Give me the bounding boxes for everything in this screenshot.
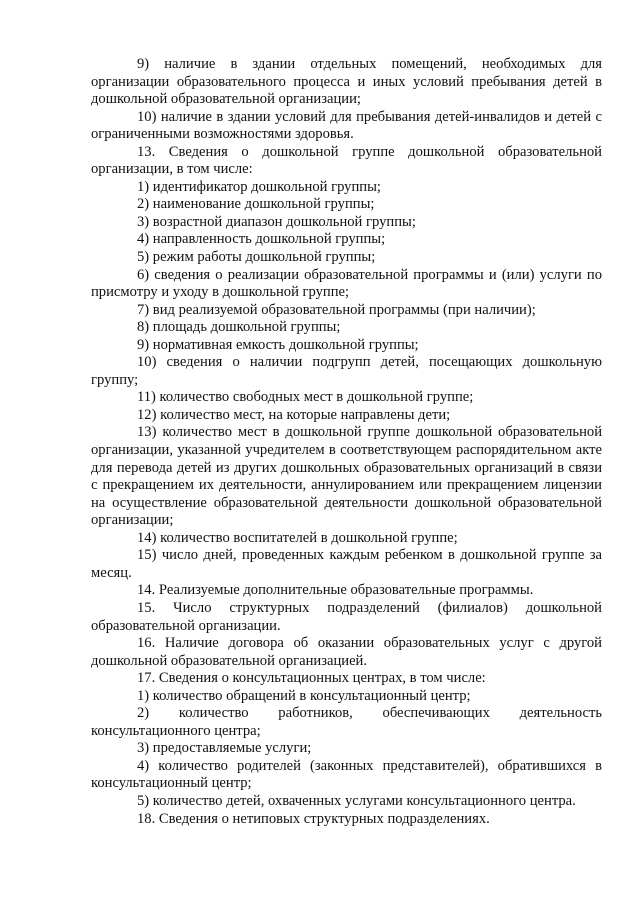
paragraph-item-10: 10) наличие в здании условий для пребывания детей-инвалидов и детей с ограниченными возможностями здоровья.: [91, 108, 602, 143]
list-item-5: 5) режим работы дошкольной группы;: [137, 249, 376, 266]
list-item-8: 8) площадь дошкольной группы;: [137, 319, 341, 336]
section-16-heading: 16. Наличие договора об оказании образовательных услуг с другой дошкольной образовательной организацией.: [91, 635, 602, 669]
section-13-heading: 13. Сведения о дошкольной группе дошкольной образовательной организации, в том числе:: [91, 143, 602, 178]
list-item-1: 1) идентификатор дошкольной группы;: [137, 178, 381, 195]
document-page: [91, 56, 602, 828]
list-item-14: 14) количество воспитателей в дошкольной группе;: [137, 529, 458, 546]
list-item-3: 3) возрастной диапазон дошкольной группы;: [137, 213, 416, 230]
list-item-2: 2) количество работников, обеспечивающих деятельность консультационного центра;: [91, 705, 602, 739]
list-item-1: 1) количество обращений в консультационный центр;: [137, 687, 471, 704]
list-item-9: 9) нормативная емкость дошкольной группы;: [137, 336, 419, 353]
list-item-5: 5) количество детей, охваченных услугами консультационного центра.: [137, 792, 576, 809]
list-item-10: 10) сведения о наличии подгрупп детей, посещающих дошкольную группу;: [91, 354, 602, 388]
list-item-15: 15) число дней, проведенных каждым ребенком в дошкольной группе за месяц.: [91, 547, 602, 581]
list-item-4: 4) направленность дошкольной группы;: [137, 231, 386, 248]
list-item-4: 4) количество родителей (законных представителей), обратившихся в консультационный центр;: [91, 757, 602, 792]
list-item-12: 12) количество мест, на которые направлены дети;: [137, 406, 451, 423]
section-18-heading: 18. Сведения о нетиповых структурных подразделениях.: [137, 810, 490, 827]
section-14-heading: 14. Реализуемые дополнительные образовательные программы.: [137, 582, 534, 599]
list-item-6: 6) сведения о реализации образовательной программы и (или) услуги по присмотру и уходу в дошкольной группе;: [91, 266, 602, 301]
list-item-2: 2) наименование дошкольной группы;: [137, 196, 375, 213]
list-item-7: 7) вид реализуемой образовательной программы (при наличии);: [137, 301, 536, 318]
list-item-3: 3) предоставляемые услуги;: [137, 740, 312, 757]
list-item-13: 13) количество мест в дошкольной группе дошкольной образовательной организации, указанной учредителем в соответствующем распорядительном акте для перевода детей из других дошкольных образовательных организаций в связи с прекращением их деятельности, аннулированием или прекращением лицензии на осуществление образовательной деятельности дошкольной образовательной организации;: [91, 424, 602, 529]
section-17-heading: 17. Сведения о консультационных центрах, в том числе:: [137, 670, 486, 687]
section-15-heading: 15. Число структурных подразделений (филиалов) дошкольной образовательной организации.: [91, 599, 602, 634]
list-item-11: 11) количество свободных мест в дошкольной группе;: [137, 389, 474, 406]
paragraph-item-9: 9) наличие в здании отдельных помещений, необходимых для организации образовательного процесса и иных условий пребывания детей в дошкольной образовательной организации;: [91, 56, 602, 108]
